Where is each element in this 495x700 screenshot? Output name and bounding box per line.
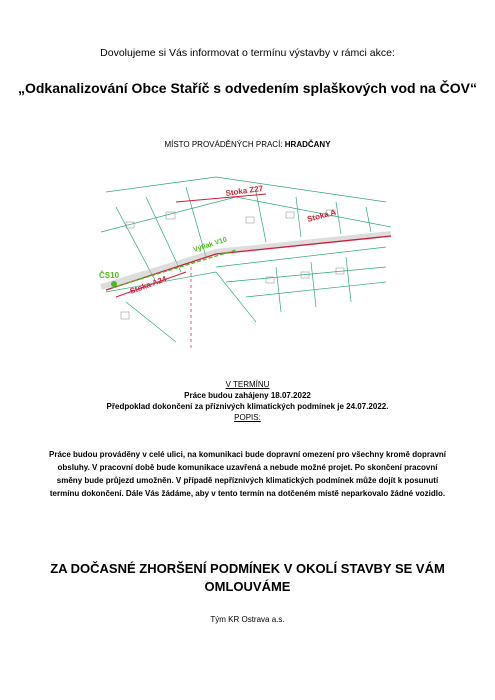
signature: Tým KR Ostrava a.s. [210, 615, 285, 624]
pump-station-cs10 [111, 281, 117, 287]
building [246, 217, 254, 223]
parcel-line [226, 267, 386, 282]
term-start: Práce budou zahájeny 18.07.2022 [184, 391, 311, 400]
parcel-line [146, 197, 181, 272]
parcel-line [126, 302, 176, 342]
parcel-line [366, 207, 371, 232]
description-heading: POPIS: [234, 413, 261, 422]
parcel-line [346, 257, 351, 302]
parcel-line [311, 262, 316, 307]
apology-text: ZA DOČASNÉ ZHORŠENÍ PODMÍNEK V OKOLÍ STAVBY SE VÁM OMLOUVÁME [50, 561, 445, 594]
map-label-vytlak-v10: Výtlak V10 [192, 236, 228, 254]
map-label-cs10: ČS10 [99, 271, 120, 280]
parcel-line [276, 267, 281, 312]
term-heading: V TERMÍNU [225, 380, 270, 389]
parcel-line [336, 202, 341, 234]
parcel-line [256, 192, 266, 242]
term-end: Předpoklad dokončení za příznivých klimatických podmínek je 24.07.2022. [106, 402, 389, 411]
parcel-line [246, 282, 386, 297]
map-label-stoka-a24: Stoka A24 [128, 274, 168, 296]
map-label-stoka-a: Stoka A [306, 207, 338, 224]
location-label: MÍSTO PROVÁDĚNÝCH PRACÍ: [164, 140, 283, 149]
location-value: HRADČANY [284, 140, 331, 149]
site-map [96, 172, 396, 350]
description-text: Práce budou prováděny v celé ulici, na komunikaci bude dopravní omezení pro všechny kromě dopravní obsluhy. V pracovní době bude komunikace uzavřená a nebude možné projet. Po skončení pracovní směny bude průjezd umožněn. V případě nepříznivých klimatických podmínek může dojít k posunutí termínu dokončení. Dále Vás žádáme, aby v tento termín na dotčeném místě neparkovalo žádné vozidlo. [49, 450, 446, 498]
intro-text: Dovolujeme si Vás informovat o termínu výstavby v rámci akce: [100, 47, 395, 59]
building [121, 312, 129, 319]
location-line [0, 140, 495, 149]
parcel-line [296, 197, 301, 237]
map-label-stoka-z27: Stoka Z27 [225, 183, 264, 198]
project-title: „Odkanalizování Obce Staříč s odvedením splaškových vod na ČOV“ [17, 80, 478, 96]
parcel-line [101, 197, 391, 232]
building [286, 212, 294, 218]
